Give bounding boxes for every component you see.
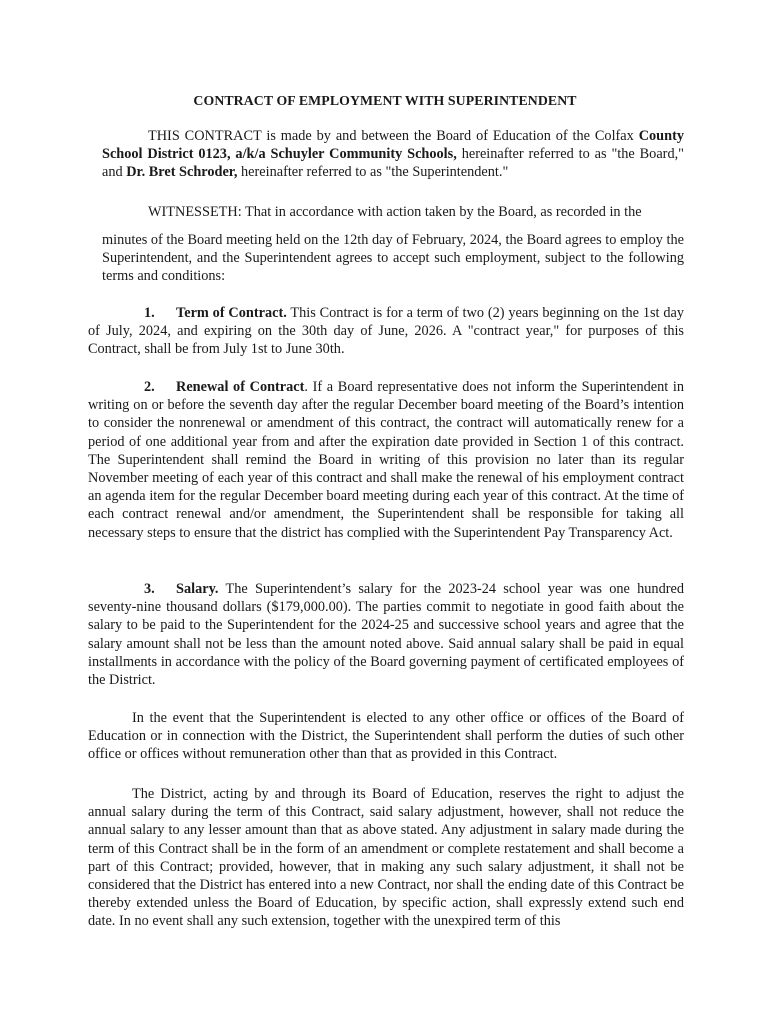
section-term-of-contract — [88, 304, 684, 359]
intro-text-3: hereinafter referred to as "the Superintendent." — [237, 164, 509, 181]
section-number: 1. — [144, 305, 155, 321]
witnesseth-line: WITNESSETH: That in accordance with action taken by the Board, as recorded in the — [148, 204, 642, 220]
other-office-paragraph — [88, 709, 684, 764]
section-heading: Renewal of Contract — [176, 379, 305, 395]
intro-paragraph — [102, 127, 684, 182]
section-number: 2. — [144, 379, 155, 395]
salary-adjustment-text: The District, acting by and through its Board of Education, reserves the right to adjust the annual salary during the term of this Contract, said salary adjustment, however, shall not reduce the annual salary to any lesser amount than that as above stated. Any adjustment in salary made during the term of this Contract shall be in the form of an amendment or complete restatement and shall become a part of this Contract; provided, however, that in making any such salary adjustment, it shall not be considered that the District has entered into a new Contract, nor shall the ending date of this Contract be thereby extended unless the Board of Education, by specific action, shall expressly extend such end date. In no event shall any such extension, together with the unexpired term of this — [88, 786, 684, 930]
superintendent-name: Dr. Bret Schroder, — [126, 164, 238, 181]
intro-text-1: THIS CONTRACT is made by and between the Board of Education of the Colfax — [148, 128, 639, 144]
intro-text-2: hereinafter referred to as "the Board," and — [102, 146, 684, 181]
section-text: This Contract is for a term of two (2) years beginning on the 1st day of July, 2024, and expiring on the 30th day of June, 2026. A "contract year," for purposes of this Contract, shall be from July 1st to June 30th. — [88, 305, 684, 358]
section-renewal-of-contract — [88, 378, 684, 542]
section-salary — [88, 580, 684, 689]
section-text: The Superintendent’s salary for the 2023-24 school year was one hundred seventy-nine thousand dollars ($179,000.00). The parties commit to negotiate in good faith about the salary to be paid to the Superintendent for the 2024-25 and successive school years and agree that the salary amount shall not be less than the amount noted above. Said annual salary shall be paid in equal installments in accordance with the policy of the Board governing payment of certificated employees of the District. — [88, 581, 684, 689]
witnesseth-paragraph: minutes of the Board meeting held on the 12th day of February, 2024, the Board agrees to employ the Superintendent, and the Superintendent agrees to accept such employment, subject to the following terms and conditions: — [102, 232, 684, 285]
salary-adjustment-paragraph — [88, 785, 684, 931]
section-heading: Term of Contract. — [176, 305, 287, 321]
other-office-text: In the event that the Superintendent is elected to any other office or offices of the Board of Education or in connection with the District, the Superintendent shall perform the duties of such other office or offices without remuneration other than that as provided in this Contract. — [88, 710, 684, 763]
document-title: CONTRACT OF EMPLOYMENT WITH SUPERINTENDENT — [193, 93, 577, 108]
section-heading: Salary. — [176, 581, 219, 597]
section-number: 3. — [144, 581, 155, 597]
section-text: . If a Board representative does not inform the Superintendent in writing on or before the seventh day after the regular December board meeting of the Board’s intention to consider the nonrenewal or amendment of this contract, the contract will automatically renew for a period of one additional year from and after the expiration date provided in Section 1 of this contract. The Superintendent shall remind the Board in writing of this provision no later than its regular November meeting of each year of this contract and shall make the renewal of his employment contract an agenda item for the regular December board meeting during each year of this contract. At the time of each contract renewal and/or amendment, the Superintendent shall be responsible for taking all necessary steps to ensure that the district has complied with the Superintendent Pay Transparency Act. — [88, 379, 684, 541]
district-name: County School District 0123, a/k/a Schuyler Community Schools, — [102, 128, 684, 163]
